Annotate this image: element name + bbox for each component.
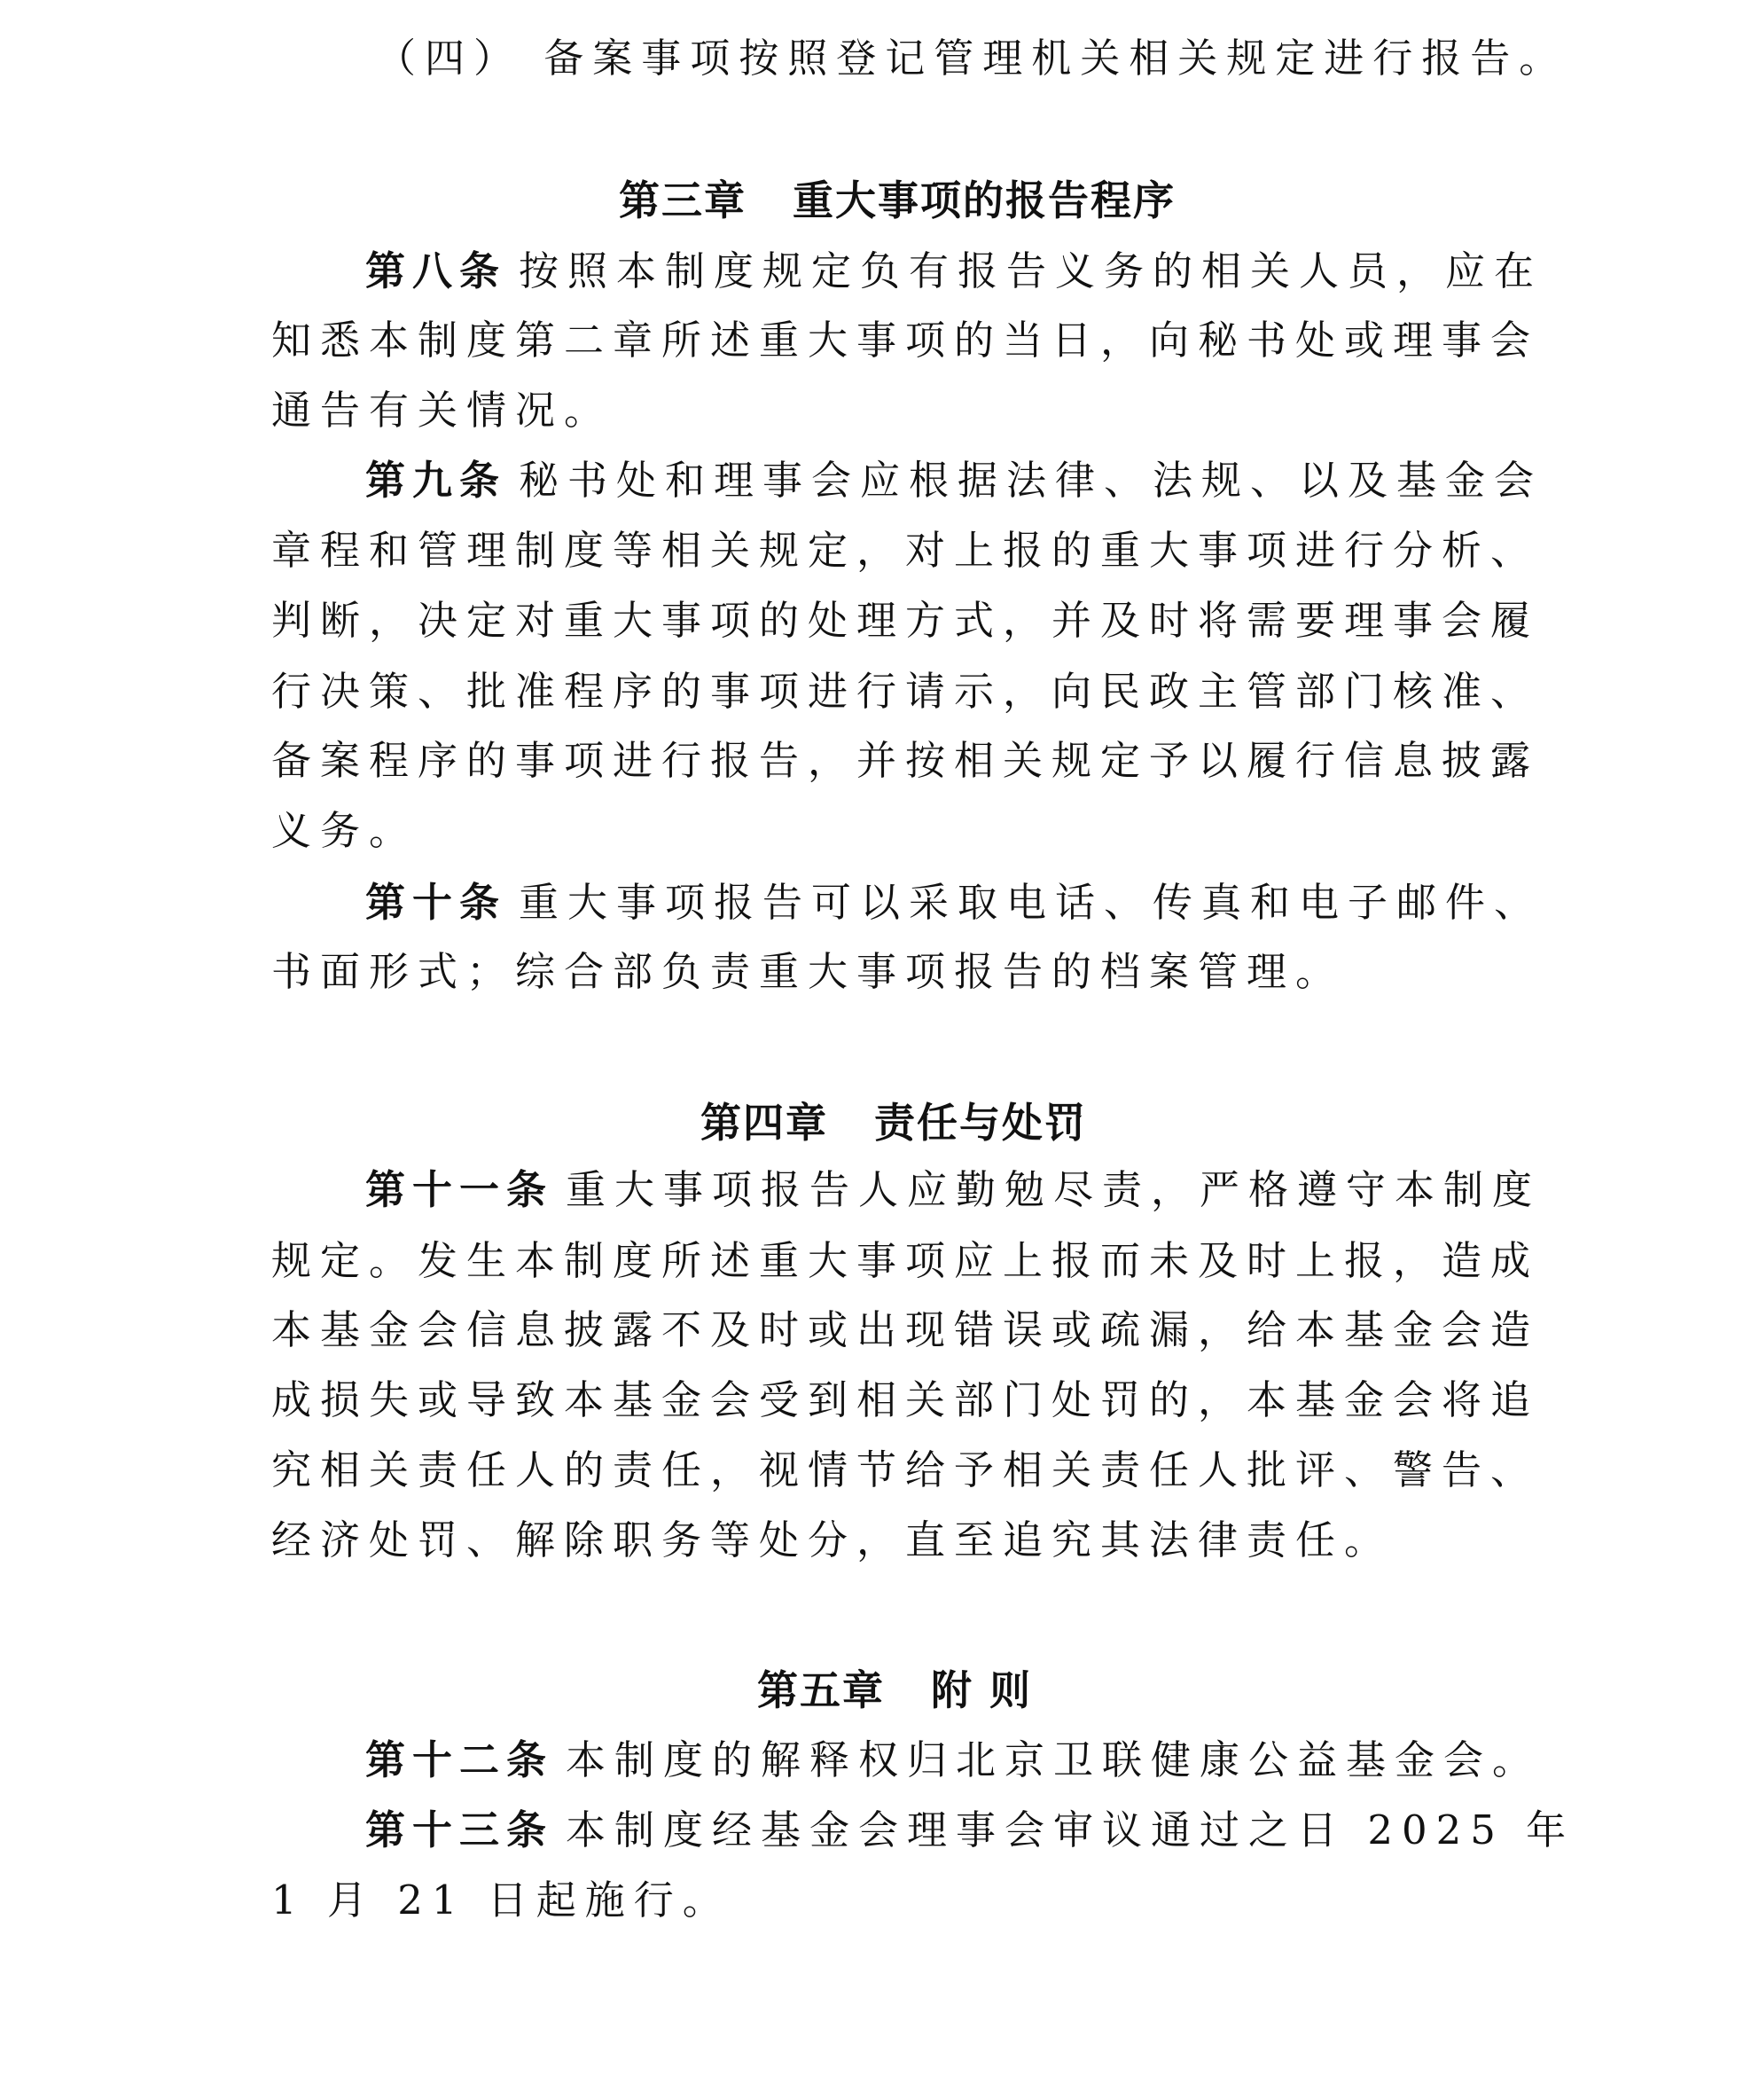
article-9-line-1 <box>365 454 1543 507</box>
article-12-line-1 <box>365 1734 1541 1787</box>
article-10-line-2: 书面形式；综合部负责重大事项报告的档案管理。 <box>271 948 1345 995</box>
chapter-3-label: 第三章 <box>619 176 747 224</box>
item-4: （四） 备案事项按照登记管理机关相关规定进行报告。 <box>376 35 1568 82</box>
article-8-line-2: 知悉本制度第二章所述重大事项的当日，向秘书处或理事会 <box>271 317 1540 364</box>
chapter-4-title: 责任与处罚 <box>874 1099 1087 1147</box>
chapter-5-title: 附 则 <box>931 1666 1033 1714</box>
article-9-line-4: 行决策、批准程序的事项进行请示，向民政主管部门核准、 <box>271 668 1540 715</box>
article-8-line-3: 通告有关情况。 <box>271 387 614 434</box>
article-11-text-1: 重大事项报告人应勤勉尽责，严格遵守本制度 <box>566 1166 1542 1213</box>
article-9-line-6: 义务。 <box>271 807 418 854</box>
article-11-line-2: 规定。发生本制度所述重大事项应上报而未及时上报，造成 <box>271 1237 1540 1284</box>
article-8-label: 第八条 <box>365 247 507 294</box>
article-11-line-5: 究相关责任人的责任，视情节给予相关责任人批评、警告、 <box>271 1446 1540 1493</box>
article-9-text-1: 秘书处和理事会应根据法律、法规、以及基金会 <box>519 457 1544 504</box>
article-11-line-6: 经济处罚、解除职务等处分，直至追究其法律责任。 <box>271 1516 1394 1563</box>
article-11-label: 第十一条 <box>365 1166 554 1213</box>
article-8-text-1: 按照本制度规定负有报告义务的相关人员，应在 <box>519 247 1544 294</box>
article-11-line-1 <box>365 1164 1541 1217</box>
article-13-text-1: 本制度经基金会理事会审议通过之日 2025 年 <box>566 1806 1575 1853</box>
article-10-line-1 <box>365 876 1543 929</box>
chapter-4-label: 第四章 <box>700 1099 828 1147</box>
chapter-5-heading <box>757 1664 1032 1717</box>
article-11-line-4: 成损失或导致本基金会受到相关部门处罚的，本基金会将追 <box>271 1376 1540 1423</box>
article-12-text-1: 本制度的解释权归北京卫联健康公益基金会。 <box>566 1736 1542 1783</box>
article-10-label: 第十条 <box>365 879 507 926</box>
article-9-line-2: 章程和管理制度等相关规定，对上报的重大事项进行分析、 <box>271 527 1540 574</box>
article-12-label: 第十二条 <box>365 1736 554 1783</box>
article-13-label: 第十三条 <box>365 1806 554 1853</box>
article-8-line-1 <box>365 245 1543 298</box>
chapter-5-label: 第五章 <box>757 1666 885 1714</box>
article-11-line-3: 本基金会信息披露不及时或出现错误或疏漏，给本基金会造 <box>271 1306 1540 1353</box>
article-13-line-2: 1 月 21 日起施行。 <box>271 1877 731 1924</box>
article-9-line-5: 备案程序的事项进行报告，并按相关规定予以履行信息披露 <box>271 737 1540 784</box>
article-9-line-3: 判断，决定对重大事项的处理方式，并及时将需要理事会履 <box>271 597 1540 644</box>
chapter-3-heading <box>619 174 1176 227</box>
article-13-line-1 <box>365 1804 1575 1857</box>
chapter-3-title: 重大事项的报告程序 <box>793 176 1176 224</box>
chapter-4-heading <box>700 1096 1087 1149</box>
article-9-label: 第九条 <box>365 457 507 504</box>
article-10-text-1: 重大事项报告可以采取电话、传真和电子邮件、 <box>519 879 1544 926</box>
